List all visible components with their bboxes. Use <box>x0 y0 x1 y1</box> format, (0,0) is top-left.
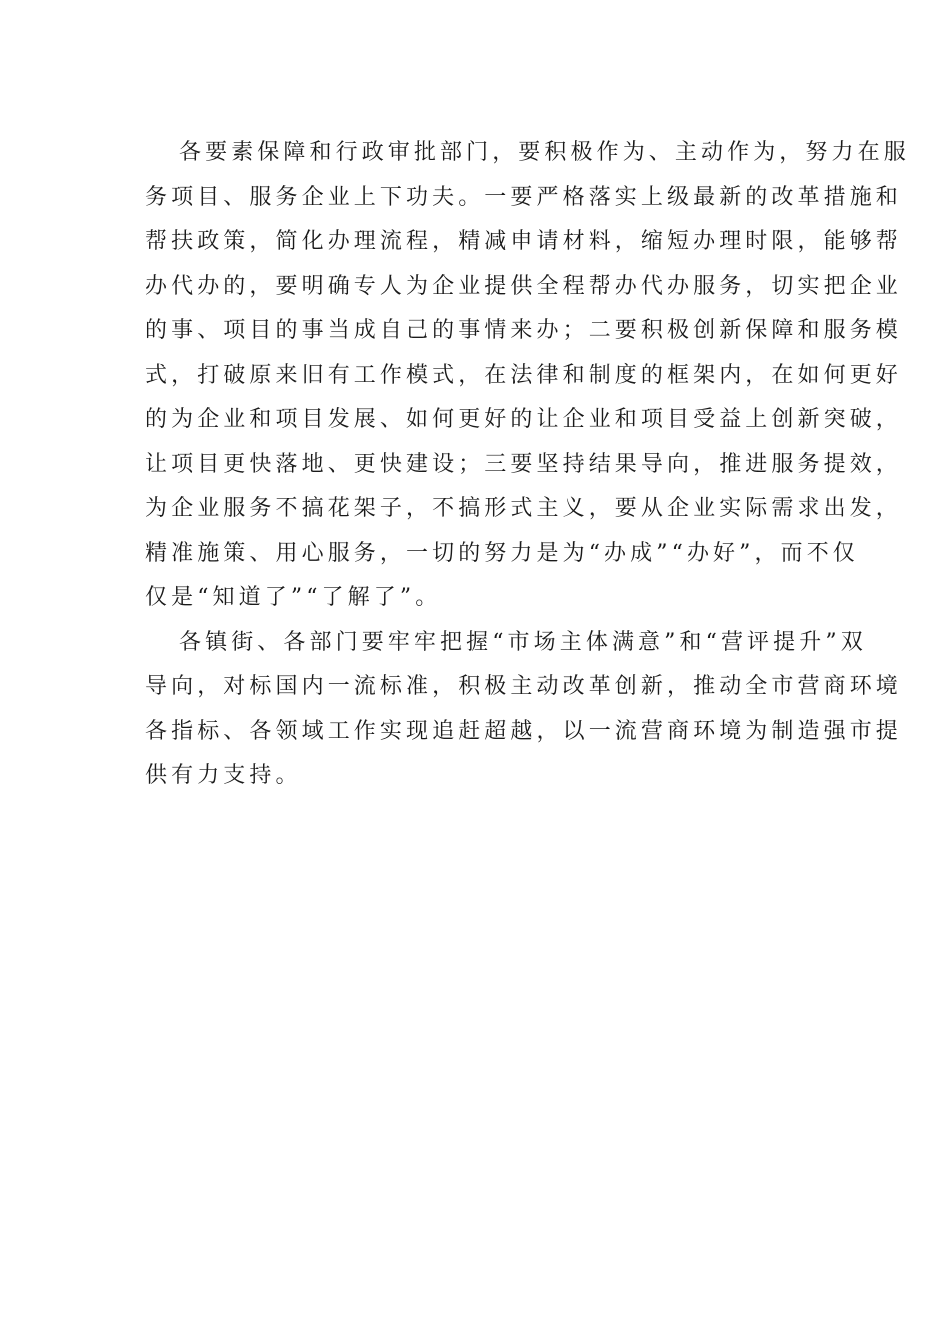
text-line: 各指标、各领域工作实现追赶超越，以一流营商环境为制造强市提 <box>145 718 902 744</box>
text-line: 导向，对标国内一流标准，积极主动改革创新，推动全市营商环境 <box>145 674 902 699</box>
text-line: 精准施策、用心服务，一切的努力是为“办成”“办好”，而不仅 <box>145 540 859 566</box>
text-line: 务项目、服务企业上下功夫。一要严格落实上级最新的改革措施和 <box>145 184 902 210</box>
paragraph-2 <box>145 621 902 799</box>
text-line: 式，打破原来旧有工作模式，在法律和制度的框架内，在如何更好 <box>145 362 902 388</box>
text-line: 的为企业和项目发展、如何更好的让企业和项目受益上创新突破， <box>145 407 902 432</box>
text-line: 供有力支持。 <box>145 763 302 788</box>
text-line: 各要素保障和行政审批部门，要积极作为、主动作为，努力在服 <box>179 140 910 165</box>
text-line: 帮扶政策，简化办理流程，精减申请材料，缩短办理时限，能够帮 <box>145 229 902 254</box>
paragraph-1 <box>145 131 910 621</box>
document-body <box>145 131 910 799</box>
text-line: 的事、项目的事当成自己的事情来办；二要积极创新保障和服务模 <box>145 318 902 343</box>
text-line: 各镇街、各部门要牢牢把握“市场主体满意”和“营评提升”双 <box>179 629 867 655</box>
text-line: 办代办的，要明确专人为企业提供全程帮办代办服务，切实把企业 <box>145 273 902 299</box>
text-line: 让项目更快落地、更快建设；三要坚持结果导向，推进服务提效， <box>145 451 902 477</box>
text-line: 为企业服务不搞花架子，不搞形式主义，要从企业实际需求出发， <box>145 496 902 521</box>
text-line: 仅是“知道了”“了解了”。 <box>145 585 442 610</box>
